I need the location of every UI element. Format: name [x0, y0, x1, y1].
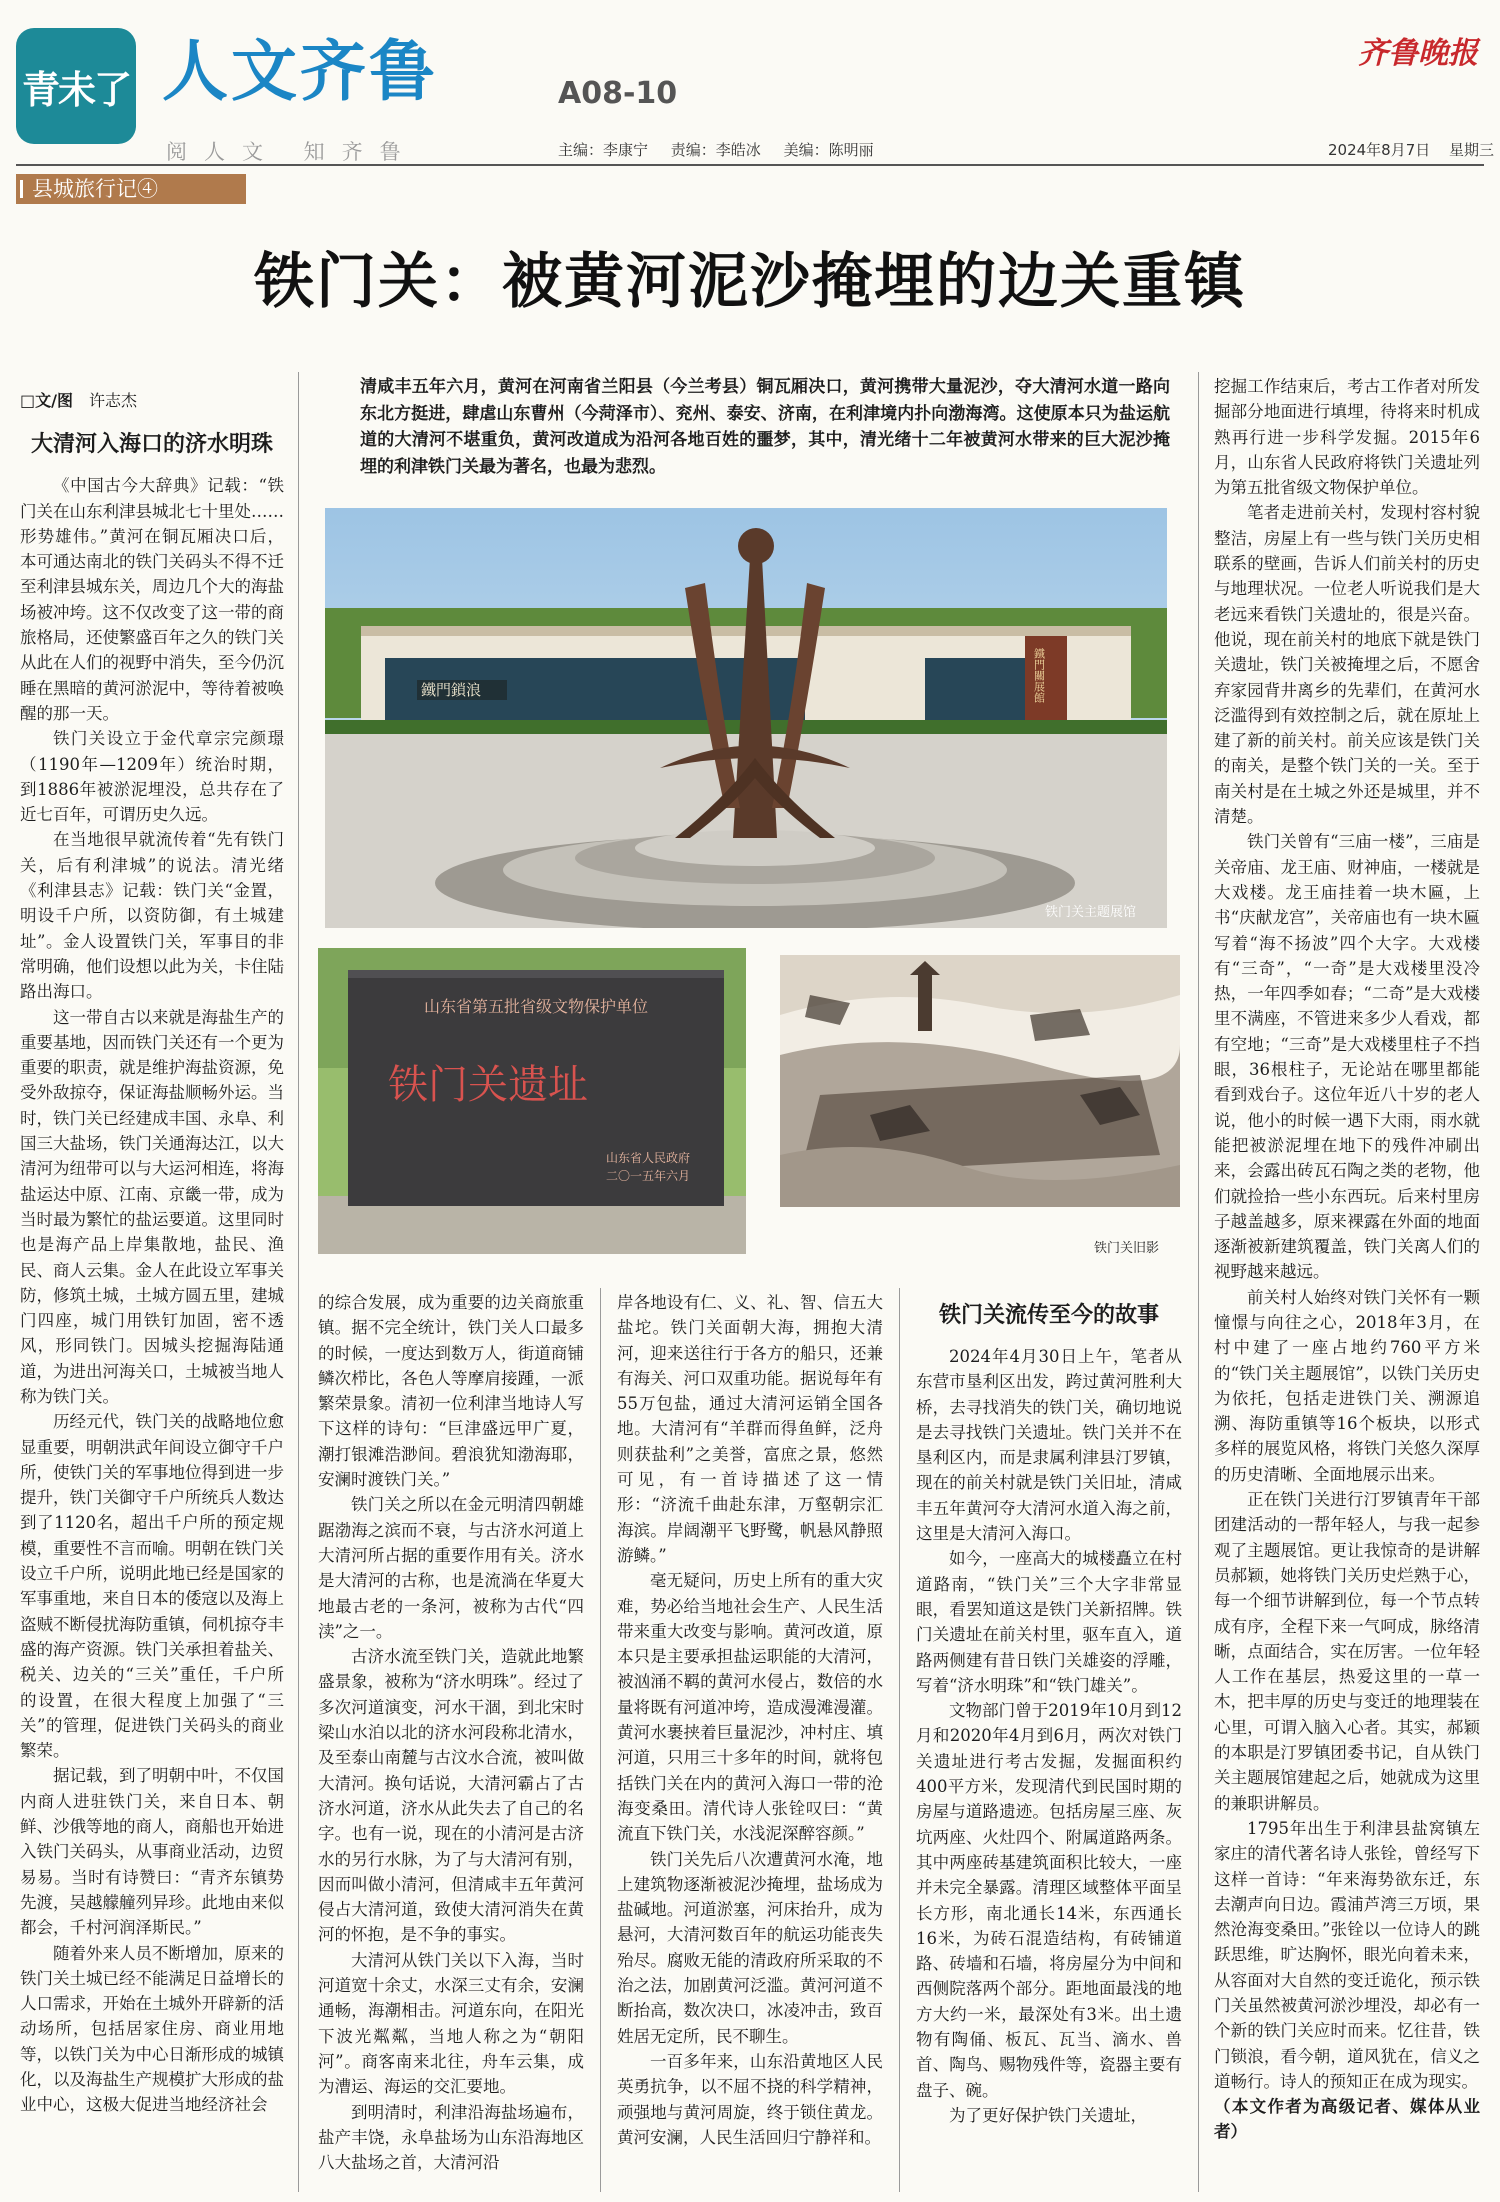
- paragraph: 如今，一座高大的城楼矗立在村道路南，“铁门关”三个大字非常显眼，看罢知道这是铁门关新招牌。铁门关遗址在前关村里，驱车直入，道路两侧建有昔日铁门关雄姿的浮雕，写着“济水明珠”和“铁门雄关”。: [916, 1549, 1182, 1695]
- paragraph: 为了更好保护铁门关遗址，: [949, 2105, 1147, 2125]
- responsible-editor: 责编：李皓冰: [670, 141, 761, 159]
- paragraph: 岸各地设有仁、义、礼、智、信五大盐坨。铁门关面朝大海，拥抱大清河，迎来送往行于各方的船只，还兼有海关、河口双重功能。据说每年有55万包盐，通过大清河运销全国各地。大清河有“羊群而得鱼鲜，泛舟则获盐利”之美誉，富庶之景，悠然可见，有一首诗描述了这一情形：“济流千曲赴东津，万壑朝宗汇海滨。岸阔潮平飞野鹭，帆悬风静照游鳞。”: [617, 1293, 883, 1565]
- editor: 主编：李康宁: [558, 141, 649, 159]
- paragraph: 文物部门曾于2019年10月到12月和2020年4月到6月，两次对铁门关遗址进行考古发掘，发掘面积约400平方米，发现清代到民国时期的房屋与道路遗迹。包括房屋三座、灰坑两座、火灶四个、附属道路两条。其中两座砖基建筑面积比较大，一座并未完全暴露。清理区域整体平面呈长方形，南北通长14米，东西通长16米，为砖石混造结构，有砖铺道路、砖墙和石墙，将房屋分为中间和西侧院落两个部分。距地面最浅的地方大约一米，最深处有3米。出土遗物有陶俑、板瓦、瓦当、滴水、兽首、陶鸟、赐物残件等，瓷器主要有盘子、碗。: [916, 1701, 1182, 2100]
- caption-main: 铁门关主题展馆: [1045, 905, 1137, 920]
- subheading-1: 大清河入海口的济水明珠: [30, 431, 273, 458]
- photo-old-painting: [780, 955, 1180, 1207]
- photo-heritage-stele: [318, 948, 746, 1254]
- paragraph: 1795年出生于利津县盐窝镇左家庄的清代著名诗人张铨，曾经写下这样一首诗：“年来海势欲东迁，东去潮声向日边。霞浦芦湾三万顷，果然沧海变桑田。”张铨以一位诗人的跳跃思维，旷达胸怀，眼光向着未来，从容面对大自然的变迁诡化，预示铁门关虽然被黄河淤沙埋没，却必有一个新的铁门关应时而来。忆往昔，铁门锁浪，看今朝，道风犹在，信义之道畅行。诗人的预知正在成为现实。: [1214, 1818, 1480, 2091]
- headline: 铁门关：被黄河泥沙掩埋的边关重镇: [254, 247, 1246, 317]
- date: 2024年8月7日: [1328, 141, 1431, 159]
- paragraph: 随着外来人员不断增加，原来的铁门关土城已经不能满足日益增长的人口需求，开始在土城外开辟新的活动场所，包括居家住房、商业用地等，以铁门关为中心日渐形成的城镇化，以及海盐生产规模扩大形成的盐业中心，这极大促进当地经济社会: [20, 1943, 284, 2115]
- paragraph: 历经元代，铁门关的战略地位愈显重要，明朝洪武年间设立御守千户所，使铁门关的军事地位得到进一步提升，铁门关御守千户所统兵人数达到了1120名，超出千户所的预定规模，重要性不言而喻。明朝在铁门关设立千户所，说明此地已经是国家的军事重地，来自日本的倭寇以及海上盗贼不断侵扰海防重镇，伺机掠夺丰盛的海产资源。铁门关承担着盐关、税关、边关的“三关”重任，千户所的设置，在很大程度上加强了“三关”的管理，促进铁门关码头的商业繁荣。: [20, 1412, 284, 1761]
- column-4: [916, 1290, 1182, 2128]
- dateline: [1314, 139, 1494, 160]
- editor-credits: [558, 139, 892, 160]
- hall-sign-right: 鐵門關展館: [1032, 648, 1046, 703]
- masthead-divider: [16, 164, 1484, 166]
- paragraph: 在当地很早就流传着“先有铁门关，后有利津城”的说法。清光绪《利津县志》记载：铁门关“金置，明设千户所，以资防御，有土城建址”。金人设置铁门关，军事目的非常明确，他们设想以此为关，卡住陆路出海口。: [20, 830, 284, 1002]
- section-title: 人文齐鲁: [162, 32, 438, 110]
- paragraph: 毫无疑问，历史上所有的重大灾难，势必给当地社会生产、人民生活带来重大改变与影响。黄河改道，原本只是主要承担盐运职能的大清河，被汹涌不羁的黄河水侵占，数倍的水量将既有河道冲垮，造成漫滩漫灌。黄河水裹挟着巨量泥沙，冲村庄、填河道，只用三十多年的时间，就将包括铁门关在内的黄河入海口一带的沧海变桑田。清代诗人张铨叹曰：“黄流直下铁门关，水浅泥深醉容颜。”: [617, 1571, 883, 1844]
- stele-main: 铁门关遗址: [388, 1062, 588, 1108]
- author: 许志杰: [88, 391, 137, 410]
- slogan: 阅人文 知齐鲁: [166, 140, 418, 164]
- byline-label: □文/图: [20, 391, 73, 410]
- author-note: （本文作者为高级记者、媒体从业者）: [1214, 2097, 1480, 2142]
- column-3: [617, 1290, 883, 2150]
- page-number: A08-10: [558, 76, 678, 111]
- paragraph: 铁门关曾有“三庙一楼”，三庙是关帝庙、龙王庙、财神庙，一楼就是大戏楼。龙王庙挂着一块木匾，上书“庆献龙宫”，关帝庙也有一块木匾写着“海不扬波”四个大字。大戏楼有“三奇”，“一奇”是大戏楼里没冷热，一年四季如春；“二奇”是大戏楼里不满座，不管进来多少人看戏，都有空地；“三奇”是大戏楼里柱子不挡眼，36根柱子，无论站在哪里都能看到戏台子。这位年近八十岁的老人说，他小的时候一遇下大雨，雨水就能把被淤泥埋在地下的残件冲刷出来，会露出砖瓦石陶之类的老物，他们就捡拾一些小东西玩。后来村里房子越盖越多，原来裸露在外面的地面逐渐被新建筑覆盖，铁门关离人们的视野越来越远。: [1214, 832, 1480, 1282]
- weekday: 星期三: [1449, 141, 1495, 159]
- column-divider: [899, 1288, 900, 2192]
- caption-old: 铁门关旧影: [1094, 1241, 1160, 1256]
- column-1: [20, 388, 284, 2118]
- paragraph: 挖掘工作结束后，考古工作者对所发掘部分地面进行填埋，待将来时机成熟再行进一步科学发掘。2015年6月，山东省人民政府将铁门关遗址列为第五批省级文物保护单位。: [1214, 377, 1480, 498]
- paragraph: 正在铁门关进行汀罗镇青年干部团建活动的一帮年轻人，与我一起参观了主题展馆。更让我惊奇的是讲解员郝颖，她将铁门关历史烂熟于心，每一个细节讲解到位，每一个节点转成有序，全程下来一气呵成，脉络清晰，点面结合，实在厉害。一位年轻人工作在基层，热爱这里的一草一木，把丰厚的历史与变迁的地理装在心里，可谓入脑入心者。其实，郝颖的本职是汀罗镇团委书记，自从铁门关主题展馆建起之后，她就成为这里的兼职讲解员。: [1214, 1490, 1480, 1813]
- column-tag: 县城旅行记④: [16, 174, 246, 204]
- subheading-2: 铁门关流传至今的故事: [938, 1302, 1159, 1328]
- paragraph: 2024年4月30日上午，笔者从东营市垦利区出发，跨过黄河胜利大桥，去寻找消失的铁门关，确切地说是去寻找铁门关遗址。铁门关并不在垦利区内，而是隶属利津县汀罗镇，现在的前关村就是铁门关旧址，清咸丰五年黄河夺大清河水道入海之前，这里是大清河入海口。: [916, 1347, 1182, 1544]
- photo-exhibition-hall: [325, 508, 1167, 928]
- paragraph: 据记载，到了明朝中叶，不仅国内商人进驻铁门关，来自日本、朝鲜、沙俄等地的商人，商船也开始进入铁门关码头，从事商业活动，边贸易易。当时有诗赞曰：“青齐东镇势先渡，吴越艨艟列异珍。此地由来似都会，千村河润泽斯民。”: [20, 1766, 284, 1938]
- paragraph: 一百多年来，山东沿黄地区人民英勇抗争，以不屈不挠的科学精神，顽强地与黄河周旋，终于锁住黄龙。黄河安澜，人民生活回归宁静祥和。: [617, 2051, 883, 2147]
- stele-top: 山东省第五批省级文物保护单位: [423, 997, 649, 1016]
- column-divider: [298, 372, 299, 2192]
- old-painting-illustration: [780, 955, 1180, 1207]
- art-editor: 美编：陈明丽: [783, 141, 874, 159]
- paragraph: 铁门关之所以在金元明清四朝雄踞渤海之滨而不衰，与古济水河道上大清河所占据的重要作用有关。济水是大清河的古称，也是流淌在华夏大地最古老的一条河，被称为古代“四渎”之一。: [318, 1495, 584, 1641]
- column-2: [318, 1290, 584, 2175]
- exhibition-hall-illustration: [325, 508, 1167, 928]
- hall-sign-left: 鐵門鎖浪: [421, 681, 482, 699]
- stele-illustration: [318, 948, 746, 1254]
- paragraph: 铁门关设立于金代章宗完颜璟（1190年—1209年）统治时期，到1886年被淤泥埋没，总共存在了近七百年，可谓历史久远。: [20, 729, 284, 825]
- paragraph: 前关村人始终对铁门关怀有一颗憧憬与向往之心，2018年3月，在村中建了一座占地约760平方米的“铁门关主题展馆”，以铁门关历史为依托，包括走进铁门关、溯源追溯、海防重镇等16个板块，以形式多样的展览风格，将铁门关悠久深厚的历史清晰、全面地展示出来。: [1214, 1287, 1480, 1484]
- logo: 青未了: [16, 28, 136, 144]
- column-5: [1214, 374, 1480, 2145]
- column-divider: [1198, 372, 1199, 2192]
- stele-date: 二〇一五年六月: [605, 1169, 691, 1183]
- paragraph: 铁门关先后八次遭黄河水淹，地上建筑物逐渐被泥沙掩埋，盐场成为盐碱地。河道淤塞，河床抬升，成为悬河，大清河数百年的航运功能丧失殆尽。腐败无能的清政府所采取的不治之法，加剧黄河泛滥。黄河河道不断抬高，数次决口，冰凌冲击，致百姓居无定所，民不聊生。: [617, 1849, 883, 2046]
- paragraph: 古济水流至铁门关，造就此地繁盛景象，被称为“济水明珠”。经过了多次河道演变，河水干涸，到北宋时梁山水泊以北的济水河段称北清水，及至泰山南麓与古汶水合流，被叫做大清河。换句话说，大清河霸占了古济水河道，济水从此失去了自己的名字。也有一说，现在的小清河是古济水的另行水脉，为了与大清河有别，因而叫做小清河，但清咸丰五年黄河侵占大清河道，致使大清河消失在黄河的怀抱，是不争的事实。: [318, 1647, 584, 1945]
- paragraph: 笔者走进前关村，发现村容村貌整洁，房屋上有一些与铁门关历史相联系的壁画，告诉人们前关村的历史与地理状况。一位老人听说我们是大老远来看铁门关遗址的，很是兴奋。他说，现在前关村的地底下就是铁门关遗址，铁门关被掩埋之后，不愿舍弃家园背井离乡的先辈们，在黄河水泛滥得到有效控制之后，就在原址上建了新的前关村。前关应该是铁门关的南关，是整个铁门关的一关。至于南关村是在土城之外还是城里，并不清楚。: [1214, 503, 1480, 827]
- paragraph: 这一带自古以来就是海盐生产的重要基地，因而铁门关还有一个更为重要的职责，就是维护海盐资源，免受外敌掠夺，保证海盐顺畅外运。当时，铁门关已经建成丰国、永阜、利国三大盐场，铁门关通海达江，以大清河为纽带可以与大运河相连，将海盐运达中原、江南、京畿一带，成为当时最为繁忙的盐运要道。这里同时也是海产品上岸集散地，盐民、渔民、商人云集。金人在此设立军事关防，修筑土城，土城方圆五里，建城门四座，城门用铁钉加固，密不透风，形同铁门。因城头挖掘海陆通道，为进出河海关口，土城被当地人称为铁门关。: [20, 1007, 284, 1406]
- lede: 清咸丰五年六月，黄河在河南省兰阳县（今兰考县）铜瓦厢决口，黄河携带大量泥沙，夺大清河水道一路向东北方挺进，肆虐山东曹州（今菏泽市）、兖州、泰安、济南，在利津境内扑向渤海湾。这使原本只为盐运航道的大清河不堪重负，黄河改道成为沿河各地百姓的噩梦，其中，清光绪十二年被黄河水带来的巨大泥沙掩埋的利津铁门关最为著名，也最为悲烈。: [360, 377, 1170, 477]
- paragraph: 大清河从铁门关以下入海，当时河道宽十余丈，水深三丈有余，安澜通畅，海潮相击。河道东向，在阳光下波光粼粼，当地人称之为“朝阳河”。商客南来北往，舟车云集，成为漕运、海运的交汇要地。: [318, 1950, 584, 2097]
- paragraph: 到明清时，利津沿海盐场遍布，盐产丰饶，永阜盐场为山东沿海地区八大盐场之首，大清河沿: [318, 2102, 584, 2173]
- stele-issuer: 山东省人民政府: [605, 1151, 691, 1165]
- newspaper-name: 齐鲁晚报: [1358, 36, 1478, 71]
- paragraph: 的综合发展，成为重要的边关商旅重镇。据不完全统计，铁门关人口最多的时候，一度达到数万人，街道商铺鳞次栉比，各色人等摩肩接踵，一派繁荣景象。清初一位利津当地诗人写下这样的诗句：“巨津盛远甲广夏，潮打银滩浩渺间。碧浪犹知渤海耶，安澜时渡铁门关。”: [318, 1293, 584, 1490]
- column-divider: [600, 1288, 601, 2192]
- paragraph: 《中国古今大辞典》记载：“铁门关在山东利津县城北七十里处……形势雄伟。”黄河在铜瓦厢决口后，本可通达南北的铁门关码头不得不迁至利津县城东关，周边几个大的海盐场被冲垮。这不仅改变了这一带的商旅格局，还使繁盛百年之久的铁门关从此在人们的视野中消失，至今仍沉睡在黑暗的黄河淤泥中，等待着被唤醒的那一天。: [20, 476, 284, 723]
- byline: [20, 388, 284, 413]
